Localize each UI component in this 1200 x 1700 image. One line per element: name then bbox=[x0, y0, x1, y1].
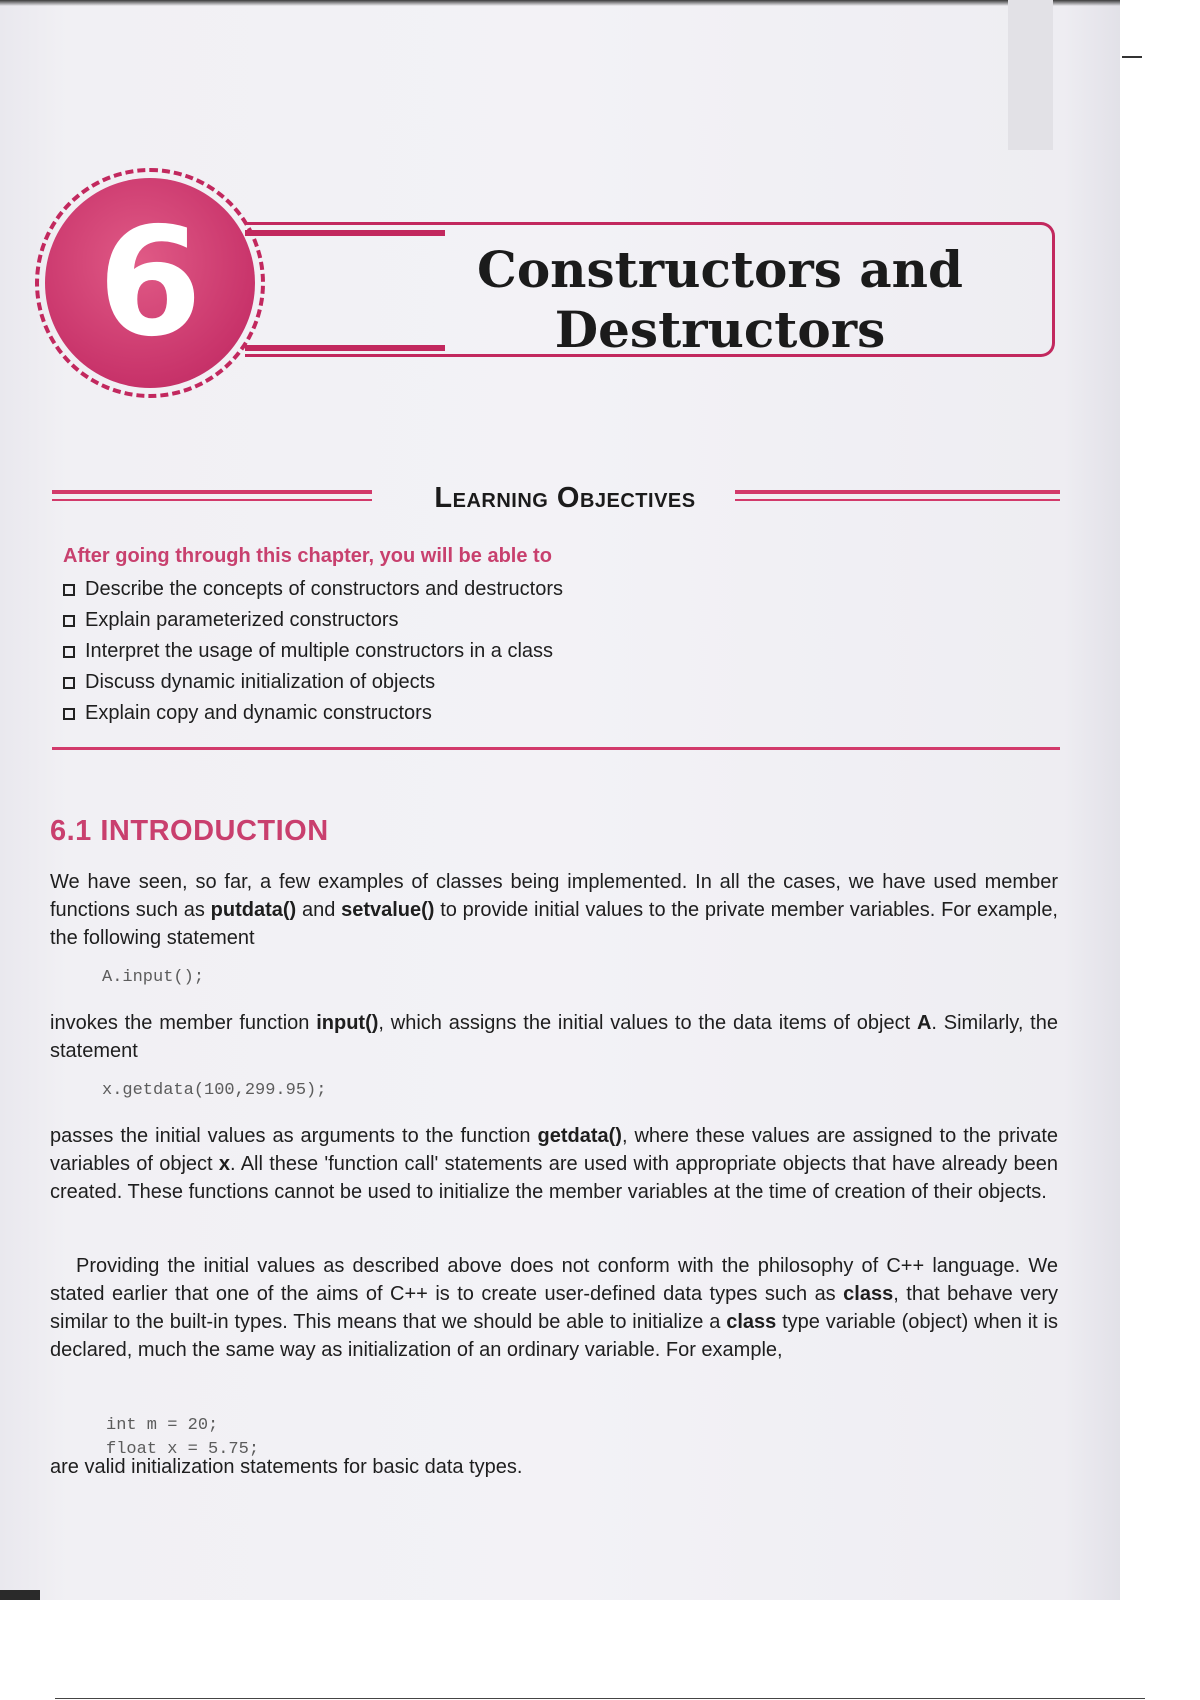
objective-item bbox=[63, 698, 563, 729]
code-term: class bbox=[843, 1283, 894, 1305]
text-run: , which assigns the initial values to the data items of object bbox=[378, 1012, 917, 1034]
objective-item bbox=[63, 574, 563, 605]
objective-text: Describe the concepts of constructors and destructors bbox=[85, 578, 564, 600]
text-run: . Similarly, the statement bbox=[50, 1012, 1058, 1062]
chapter-title-line: Constructors and bbox=[477, 240, 963, 299]
code-term: getdata() bbox=[537, 1125, 622, 1147]
lo-rule-right bbox=[735, 499, 1060, 501]
text-run: . All these 'function call' statements are used with appropriate objects that have already been created. These functions cannot be used to initialize the member variables at the time of creation of their objects. bbox=[50, 1153, 1058, 1203]
code-term: class bbox=[726, 1311, 777, 1333]
lo-rule-left bbox=[52, 499, 372, 501]
text-run: to provide initial values to the private member variables. For example, the following statement bbox=[50, 899, 1058, 949]
objective-text: Explain copy and dynamic constructors bbox=[85, 702, 432, 724]
chapter-title bbox=[440, 240, 1000, 360]
checkbox-icon bbox=[63, 646, 75, 658]
paragraph bbox=[50, 1009, 1058, 1065]
checkbox-icon bbox=[63, 584, 75, 596]
code-line: int m = 20; bbox=[106, 1416, 219, 1435]
chapter-title-line: Destructors bbox=[554, 300, 886, 359]
checkbox-icon bbox=[63, 677, 75, 689]
lo-rule-right bbox=[735, 490, 1060, 494]
section-heading: 6.1 INTRODUCTION bbox=[50, 815, 329, 847]
learning-objectives-list bbox=[63, 574, 563, 729]
code-line: float x = 5.75; bbox=[106, 1440, 260, 1459]
objective-text: Discuss dynamic initialization of objects bbox=[85, 671, 436, 693]
code-term: setvalue() bbox=[341, 899, 435, 921]
code-snippet bbox=[106, 1390, 259, 1462]
code-snippet: x.getdata(100,299.95); bbox=[102, 1081, 327, 1100]
objective-text: Explain parameterized constructors bbox=[85, 609, 399, 631]
code-snippet: A.input(); bbox=[102, 968, 205, 987]
paragraph bbox=[50, 868, 1058, 952]
text-run: We have seen, so far, a few examples of classes being implemented. In all the cases, we have used member functions such as bbox=[50, 871, 1058, 921]
objective-text: Interpret the usage of multiple constructors in a class bbox=[85, 640, 554, 662]
title-accent-bar bbox=[245, 345, 445, 351]
paragraph: are valid initialization statements for basic data types. bbox=[50, 1456, 523, 1478]
paragraph bbox=[50, 1122, 1058, 1206]
checkbox-icon bbox=[63, 708, 75, 720]
learning-objectives-heading: Learning Objectives bbox=[434, 482, 696, 514]
code-term: A bbox=[916, 1012, 932, 1034]
bottom-rule bbox=[55, 1698, 1145, 1699]
code-term: putdata() bbox=[210, 899, 297, 921]
code-term: input() bbox=[316, 1012, 379, 1034]
lo-rule-left bbox=[52, 490, 372, 494]
checkbox-icon bbox=[63, 615, 75, 627]
objective-item bbox=[63, 605, 563, 636]
paragraph bbox=[50, 1252, 1058, 1364]
code-term: x bbox=[218, 1153, 230, 1175]
text-run: type variable (object) when it is declared, much the same way as initialization of an ordinary variable. For example, bbox=[50, 1311, 1058, 1361]
text-run: and bbox=[296, 899, 342, 921]
objectives-end-rule bbox=[52, 747, 1060, 750]
text-run: invokes the member function bbox=[50, 1012, 317, 1034]
page-bottom-edge bbox=[0, 1590, 40, 1600]
text-run: passes the initial values as arguments to the function bbox=[50, 1125, 538, 1147]
margin-mark bbox=[1122, 56, 1142, 58]
chapter-number: 6 bbox=[97, 196, 203, 370]
page-thumb-tab bbox=[1008, 0, 1053, 150]
page-top-edge bbox=[0, 0, 1120, 6]
learning-objectives-intro: After going through this chapter, you will be able to bbox=[63, 545, 552, 567]
text-run: , that behave very similar to the built-in types. This means that we should be able to initialize a bbox=[50, 1283, 1058, 1333]
text-run: Providing the initial values as described above does not conform with the philosophy of C++ language. We stated earlier that one of the aims of C++ is to create user-defined data types such as bbox=[50, 1255, 1058, 1305]
objective-item bbox=[63, 636, 563, 667]
title-accent-bar bbox=[245, 230, 445, 236]
objective-item bbox=[63, 667, 563, 698]
text-run: , where these values are assigned to the private variables of object bbox=[50, 1125, 1059, 1175]
